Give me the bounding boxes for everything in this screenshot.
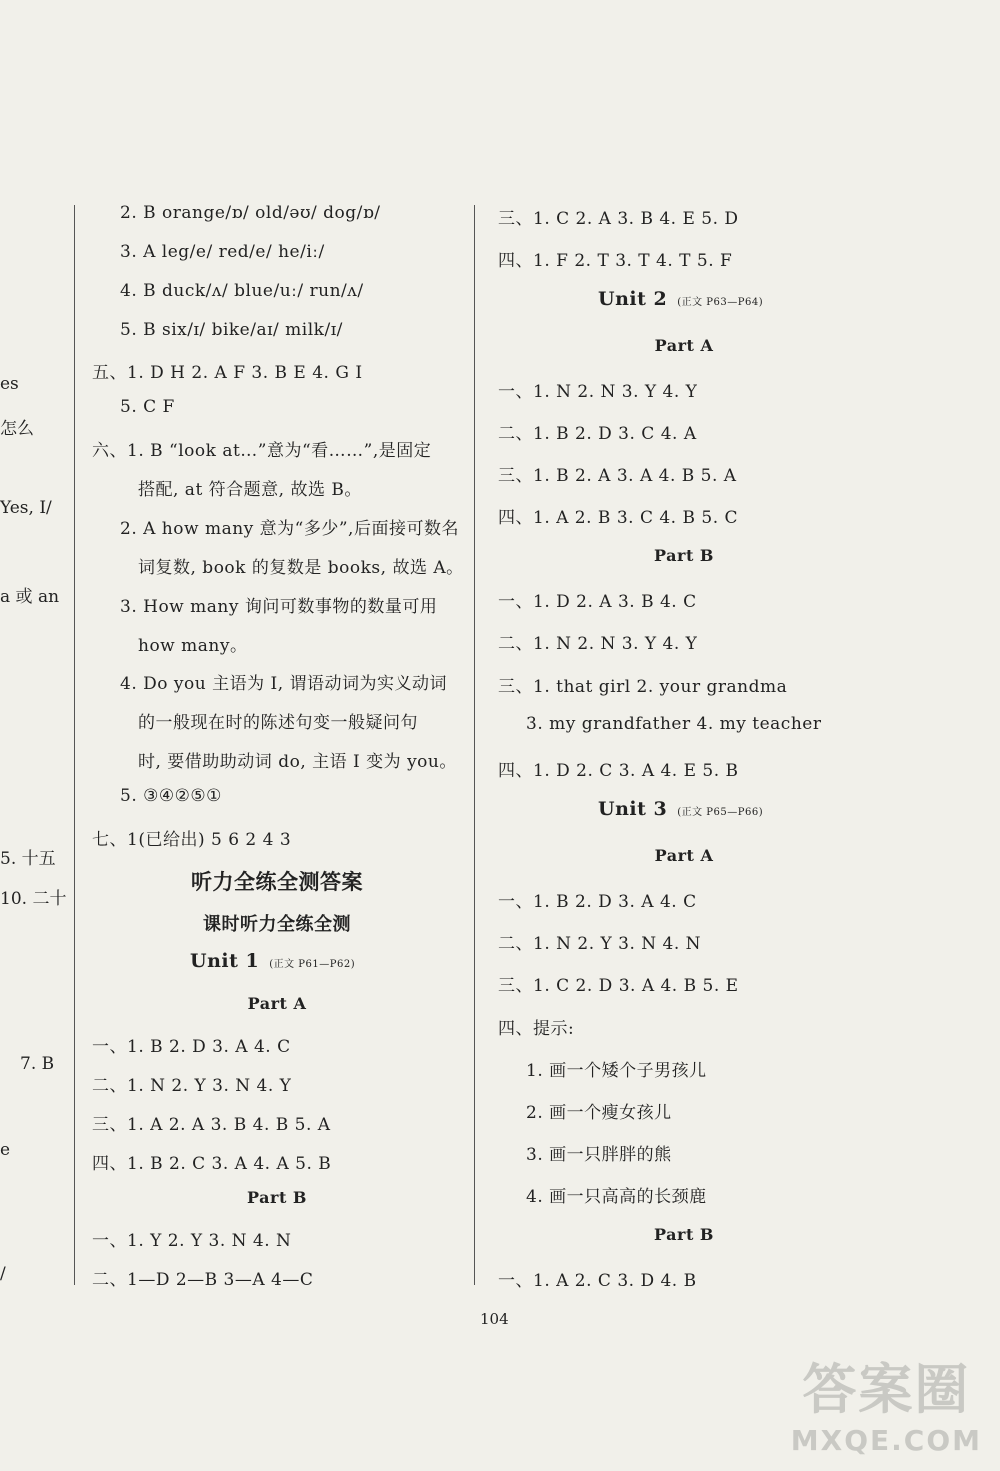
watermark-url: MXQE.COM [790, 1424, 982, 1457]
answer-line: 5. B six/ɪ/ bike/aɪ/ milk/ɪ/ [120, 320, 343, 340]
unit-name: Unit 2 [598, 288, 668, 310]
answer-line: 四、1. D 2. C 3. A 4. E 5. B [498, 761, 739, 781]
answer-line: 4. Do you 主语为 I, 谓语动词为实义动词 [120, 674, 448, 694]
unit-page-ref: (正文 P61—P62) [269, 959, 356, 970]
answer-line: 一、1. Y 2. Y 3. N 4. N [92, 1231, 292, 1251]
answer-line: 四、1. F 2. T 3. T 4. T 5. F [498, 251, 733, 271]
answer-line: 一、1. D 2. A 3. B 4. C [498, 592, 697, 612]
answer-line: 2. 画一个瘦女孩儿 [526, 1103, 672, 1123]
answer-line: 3. How many 询问可数事物的数量可用 [120, 597, 438, 617]
section-heading: 听力全练全测答案 [191, 870, 363, 894]
column-rule-left [74, 205, 75, 1285]
answer-line: 的一般现在时的陈述句变一般疑问句 [138, 713, 418, 733]
left-fragment: 5. 十五 [0, 849, 56, 869]
answer-line: 1. 画一个矮个子男孩儿 [526, 1061, 707, 1081]
answer-line: how many。 [138, 636, 248, 656]
answer-line: 三、1. C 2. A 3. B 4. E 5. D [498, 209, 739, 229]
answer-line: 3. A leg/e/ red/e/ he/iː/ [120, 242, 325, 262]
answer-line: 3. 画一只胖胖的熊 [526, 1145, 672, 1165]
answer-line: 三、1. A 2. A 3. B 4. B 5. A [92, 1115, 331, 1135]
answer-line: 三、1. that girl 2. your grandma [498, 677, 788, 697]
unit-title [598, 798, 763, 820]
answer-line: 三、1. B 2. A 3. A 4. B 5. A [498, 466, 737, 486]
answer-line: 二、1. B 2. D 3. C 4. A [498, 424, 697, 444]
answer-line: 5. ③④②⑤① [120, 786, 222, 806]
watermark-logo: 答案圈 [802, 1358, 971, 1421]
answer-line: 二、1. N 2. Y 3. N 4. N [498, 934, 702, 954]
answer-line: 2. B orange/ɒ/ old/əʊ/ dog/ɒ/ [120, 203, 381, 223]
answer-line: 六、1. B “look at…”意为“看……”,是固定 [92, 441, 432, 461]
answer-line: 三、1. C 2. D 3. A 4. B 5. E [498, 976, 739, 996]
part-heading: Part B [654, 546, 714, 565]
answer-line: 一、1. N 2. N 3. Y 4. Y [498, 382, 698, 402]
left-fragment: es [0, 374, 19, 394]
answer-line: 二、1. N 2. Y 3. N 4. Y [92, 1076, 292, 1096]
answer-line: 一、1. A 2. C 3. D 4. B [498, 1271, 697, 1291]
part-heading: Part A [654, 336, 714, 355]
left-fragment: 10. 二十 [0, 889, 67, 909]
left-fragment: / [0, 1264, 6, 1284]
answer-line: 四、1. A 2. B 3. C 4. B 5. C [498, 508, 739, 528]
unit-page-ref: (正文 P63—P64) [677, 297, 764, 308]
unit-name: Unit 1 [190, 950, 260, 972]
answer-line: 四、提示: [498, 1019, 575, 1039]
answer-line: 一、1. B 2. D 3. A 4. C [498, 892, 697, 912]
section-subheading: 课时听力全练全测 [203, 914, 351, 935]
answer-line: 七、1(已给出) 5 6 2 4 3 [92, 830, 292, 850]
answer-line: 时, 要借助助动词 do, 主语 I 变为 you。 [138, 752, 457, 772]
answer-line: 2. A how many 意为“多少”,后面接可数名 [120, 519, 459, 539]
part-heading: Part B [654, 1225, 714, 1244]
left-fragment: a 或 an [0, 587, 60, 607]
answer-line: 搭配, at 符合题意, 故选 B。 [138, 480, 362, 500]
answer-line: 四、1. B 2. C 3. A 4. A 5. B [92, 1154, 332, 1174]
part-heading: Part B [247, 1188, 307, 1207]
unit-title [598, 288, 763, 310]
page-number: 104 [480, 1310, 509, 1328]
answer-line: 3. my grandfather 4. my teacher [526, 714, 822, 734]
column-rule-right [474, 205, 475, 1285]
answer-line: 二、1. N 2. N 3. Y 4. Y [498, 634, 698, 654]
answer-line: 5. C F [120, 397, 175, 417]
answer-line: 二、1—D 2—B 3—A 4—C [92, 1270, 314, 1290]
answer-line: 词复数, book 的复数是 books, 故选 A。 [138, 558, 464, 578]
answer-line: 五、1. D H 2. A F 3. B E 4. G I [92, 363, 363, 383]
answer-line: 4. 画一只高高的长颈鹿 [526, 1187, 707, 1207]
left-fragment: e [0, 1140, 11, 1160]
left-fragment: 7. B [20, 1054, 55, 1074]
answer-line: 一、1. B 2. D 3. A 4. C [92, 1037, 291, 1057]
site-watermark [791, 1347, 982, 1457]
part-heading: Part A [247, 994, 307, 1013]
left-fragment: 怎么 [0, 419, 34, 439]
unit-page-ref: (正文 P65—P66) [677, 807, 764, 818]
unit-title [190, 950, 355, 972]
unit-name: Unit 3 [598, 798, 668, 820]
answer-line: 4. B duck/ʌ/ blue/uː/ run/ʌ/ [120, 281, 364, 301]
part-heading: Part A [654, 846, 714, 865]
left-fragment: Yes, I/ [0, 498, 52, 518]
